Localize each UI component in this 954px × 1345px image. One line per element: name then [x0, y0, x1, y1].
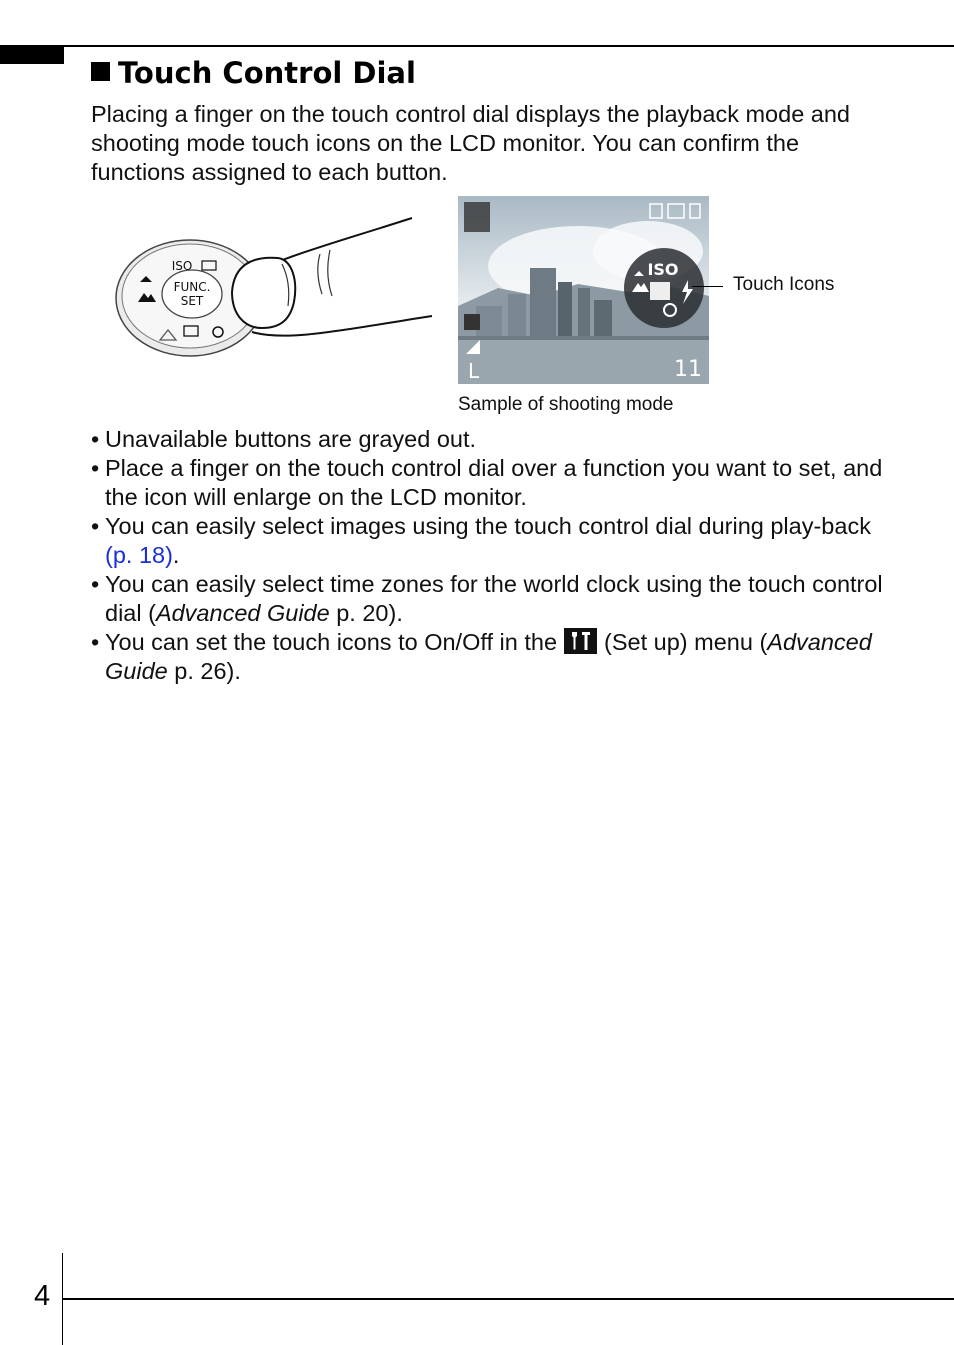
heading-square-icon — [91, 62, 110, 81]
lcd-sample-image — [458, 196, 709, 384]
notes-list — [91, 425, 891, 686]
touch-icons-label: Touch Icons — [733, 274, 835, 295]
figure-caption: Sample of shooting mode — [458, 394, 674, 415]
intro-paragraph: Placing a finger on the touch control dial displays the playback mode and shooting mode touch icons on the LCD monitor. You can confirm the functions assigned to each button. — [91, 101, 850, 185]
list-item: • You can set the touch icons to On/Off in the (Set up) menu (Advanced Guide p. 26). — [91, 628, 891, 686]
list-item: • Unavailable buttons are grayed out. — [91, 425, 891, 454]
page-18-link[interactable]: (p. 18) — [105, 542, 173, 568]
lcd-iso-icon-text: ISO — [647, 260, 679, 279]
lcd-image-size: L — [468, 359, 480, 383]
page-number: 4 — [34, 1280, 51, 1312]
advanced-guide-ref: Advanced Guide — [155, 600, 330, 626]
list-item: • You can easily select time zones for the world clock using the touch control dial (Advanced Guide p. 20). — [91, 570, 891, 628]
section-heading — [91, 56, 416, 90]
setup-menu-icon — [564, 628, 597, 654]
lcd-metering-icon — [464, 314, 480, 330]
dial-func-text: FUNC. — [173, 280, 211, 294]
advanced-guide-ref: Advanced Guide — [105, 629, 872, 684]
list-item: • Place a finger on the touch control dial over a function you want to set, and the icon will enlarge on the LCD monitor. — [91, 454, 891, 512]
section-tab — [0, 47, 64, 64]
list-item: • You can easily select images using the touch control dial during play-back (p. 18). — [91, 512, 891, 570]
dial-set-text: SET — [180, 294, 204, 308]
footer-rule — [63, 1298, 954, 1300]
section-title: Touch Control Dial — [118, 56, 416, 90]
touch-icons-leader-line — [692, 286, 723, 287]
top-rule — [0, 45, 954, 47]
lcd-drive-icon — [650, 282, 670, 300]
lcd-shots-remaining: 11 — [674, 357, 702, 382]
dial-iso-text: ISO — [171, 259, 193, 273]
lcd-mode-icon — [464, 202, 490, 232]
touch-control-dial-illustration — [112, 210, 442, 370]
